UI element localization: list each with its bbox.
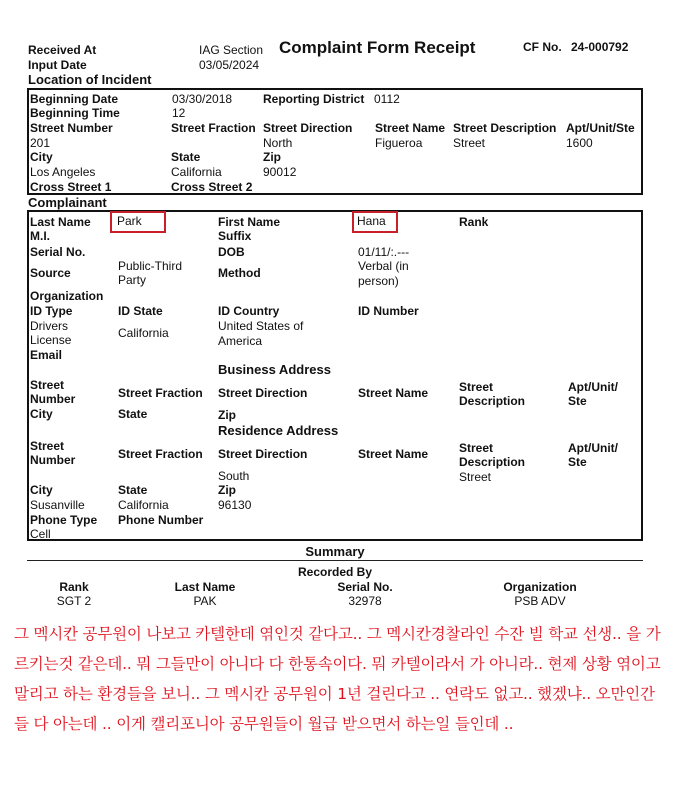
- section-value: IAG Section: [199, 43, 264, 57]
- business-zip-label: Zip: [218, 408, 236, 422]
- beginning-time-label: Beginning Time: [30, 106, 120, 120]
- state-label: State: [171, 150, 201, 164]
- summary-serial-no-label: Serial No.: [337, 580, 393, 594]
- id-type-value-line2: License: [30, 333, 72, 347]
- id-type-value-line1: Drivers: [30, 319, 68, 333]
- suffix-label: Suffix: [218, 229, 252, 243]
- phone-type-value: Cell: [30, 527, 51, 541]
- caption-text: 그 멕시칸 공무원이 나보고 카텔한데 엮인것 같다고.. 그 멕시칸경찰라인 수잔 빌 학교 선생.. 을 가르키는것 같은데.. 뭐 그들만이 아니다 다 한통속이다. 뭐 카텔이라서 가 아니라.. 현제 상황 엮이고 말리고 하는 환경들을 보니.. 그 멕시칸 공무원이 1년 걸린다고 .. 연락도 없고.. 했겠냐.. 오만인간들 다 아는데 .. 이게 캘리포니아 공무원들이 월급 받으면서 하는일 들인데 ..: [14, 625, 661, 733]
- source-value-line1: Public-Third: [118, 259, 183, 273]
- cross-street-1-label: Cross Street 1: [30, 180, 112, 194]
- business-street-fraction-label: Street Fraction: [118, 386, 203, 400]
- dob-value: 01/11/:.---: [358, 245, 410, 259]
- dob-label: DOB: [218, 245, 245, 259]
- input-date-label: Input Date: [28, 58, 87, 72]
- first-name-value: Hana: [357, 214, 386, 228]
- document-title: Complaint Form Receipt: [279, 38, 476, 57]
- method-value-line1: Verbal (in: [358, 259, 409, 273]
- business-street-description-label: Street Description: [459, 380, 526, 408]
- street-description-label: Street Description: [453, 121, 557, 135]
- residence-street-name-label: Street Name: [358, 447, 429, 461]
- first-name-label: First Name: [218, 215, 281, 229]
- summary-divider: [27, 560, 643, 561]
- street-number-value: 201: [30, 136, 51, 150]
- method-label: Method: [218, 266, 261, 280]
- street-number-label: Street Number: [30, 121, 113, 135]
- method-value-line2: person): [358, 274, 399, 288]
- recorded-by-label: Recorded By: [297, 565, 373, 579]
- input-date-value: 03/05/2024: [199, 58, 260, 72]
- business-street-direction-label: Street Direction: [218, 386, 308, 400]
- business-street-name-label: Street Name: [358, 386, 429, 400]
- id-number-label: ID Number: [358, 304, 419, 318]
- beginning-date-label: Beginning Date: [30, 92, 119, 106]
- residence-street-number-label: Street Number: [30, 439, 76, 467]
- summary-last-name-label: Last Name: [174, 580, 236, 594]
- residence-state-value: California: [118, 498, 169, 512]
- residence-street-direction-value: South: [218, 469, 250, 483]
- received-at-label: Received At: [28, 43, 97, 57]
- residence-street-description-label: Street Description: [459, 441, 526, 469]
- residence-street-direction-label: Street Direction: [218, 447, 308, 461]
- id-state-value: California: [118, 326, 169, 340]
- summary-rank-label: Rank: [59, 580, 89, 594]
- business-address-heading: Business Address: [218, 362, 331, 377]
- source-label: Source: [30, 266, 71, 280]
- phone-type-label: Phone Type: [30, 513, 98, 527]
- state-value: California: [171, 165, 222, 179]
- last-name-label: Last Name: [30, 215, 91, 229]
- street-direction-value: North: [263, 136, 293, 150]
- incident-heading: Location of Incident: [28, 72, 152, 87]
- cross-street-2-label: Cross Street 2: [171, 180, 253, 194]
- residence-apt-label: Apt/Unit/ Ste: [568, 441, 618, 469]
- business-apt-label: Apt/Unit/ Ste: [568, 380, 618, 408]
- cf-no-value: 24-000792: [571, 40, 629, 54]
- mi-label: M.I.: [30, 229, 50, 243]
- summary-organization-label: Organization: [503, 580, 577, 594]
- organization-label: Organization: [30, 289, 104, 303]
- id-state-label: ID State: [118, 304, 163, 318]
- last-name-value: Park: [117, 214, 142, 228]
- street-fraction-label: Street Fraction: [171, 121, 256, 135]
- phone-number-label: Phone Number: [118, 513, 204, 527]
- zip-label: Zip: [263, 150, 281, 164]
- summary-heading: Summary: [305, 544, 365, 559]
- summary-last-name-value: PAK: [193, 594, 217, 608]
- residence-street-description-value: Street: [459, 470, 492, 484]
- complainant-heading: Complainant: [28, 195, 107, 210]
- business-street-number-label: Street Number: [30, 378, 76, 406]
- street-description-value: Street: [453, 136, 486, 150]
- reporting-district-label: Reporting District: [263, 92, 365, 106]
- residence-city-label: City: [30, 483, 53, 497]
- summary-rank-value: SGT 2: [56, 594, 92, 608]
- summary-serial-no-value: 32978: [348, 594, 382, 608]
- email-label: Email: [30, 348, 63, 362]
- cf-no-label: CF No.: [523, 40, 562, 54]
- residence-street-fraction-label: Street Fraction: [118, 447, 203, 461]
- residence-zip-value: 96130: [218, 498, 252, 512]
- residence-city-value: Susanville: [30, 498, 85, 512]
- summary-organization-value: PSB ADV: [514, 594, 566, 608]
- street-name-value: Figueroa: [375, 136, 423, 150]
- zip-value: 90012: [263, 165, 297, 179]
- id-country-value-line2: America: [218, 334, 263, 348]
- beginning-time-value: 12: [172, 106, 186, 120]
- serial-no-label: Serial No.: [30, 245, 86, 259]
- beginning-date-value: 03/30/2018: [172, 92, 233, 106]
- residence-state-label: State: [118, 483, 148, 497]
- business-state-label: State: [118, 407, 148, 421]
- rank-label: Rank: [459, 215, 489, 229]
- apt-value: 1600: [566, 136, 593, 150]
- id-country-label: ID Country: [218, 304, 280, 318]
- street-direction-label: Street Direction: [263, 121, 353, 135]
- source-value-line2: Party: [118, 273, 147, 287]
- city-value: Los Angeles: [30, 165, 96, 179]
- apt-label: Apt/Unit/Ste: [566, 121, 635, 135]
- residence-zip-label: Zip: [218, 483, 236, 497]
- business-city-label: City: [30, 407, 53, 421]
- city-label: City: [30, 150, 53, 164]
- street-name-label: Street Name: [375, 121, 446, 135]
- id-country-value-line1: United States of: [218, 319, 304, 333]
- reporting-district-value: 0112: [374, 92, 400, 106]
- residence-address-heading: Residence Address: [218, 423, 339, 438]
- id-type-label: ID Type: [30, 304, 73, 318]
